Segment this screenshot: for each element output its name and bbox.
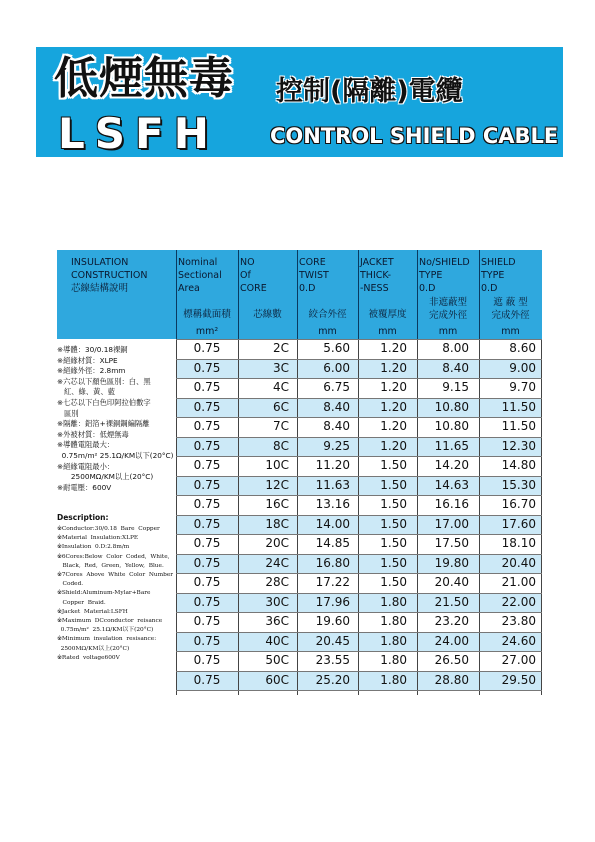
table-cell: 0.75: [193, 341, 221, 355]
table-cell: 20.45: [315, 633, 350, 648]
spec-en-line: ※6Cores:Below Color Coded, White,: [57, 553, 170, 560]
table-cell: 10.80: [434, 419, 469, 433]
header-col-5: [417, 250, 479, 339]
header-col-2: [238, 250, 297, 339]
table-cell: 0.75: [193, 594, 221, 609]
header-separator: [358, 250, 359, 339]
table-cell: 27.00: [501, 653, 536, 667]
grid-vline: [358, 339, 359, 695]
table-cell: 0.75: [193, 360, 221, 375]
header-col-en: No/SHIELD TYPE 0.D: [419, 257, 470, 294]
table-cell: 0.75: [193, 575, 221, 589]
title-zh-main: 低煙無毒: [54, 53, 234, 104]
table-cell: 19.60: [315, 614, 350, 628]
table-cell: 1.80: [380, 653, 407, 667]
table-cell: 1.80: [380, 594, 407, 609]
table-cell: 0.75: [193, 614, 221, 628]
table-row: [176, 339, 542, 358]
table-cell: 8.40: [323, 419, 350, 433]
header-col-en: JACKET THICK- -NESS: [360, 257, 394, 294]
header-separator: [417, 250, 418, 339]
grid-hline: [176, 612, 542, 613]
spec-zh-line: ※六芯以下顏色區別：白、黑: [57, 376, 151, 386]
table-cell: 17.60: [501, 516, 536, 531]
table-cell: 1.20: [380, 419, 407, 433]
table-cell: 0.75: [193, 633, 221, 648]
table-cell: 29.50: [501, 672, 536, 687]
table-cell: 0.75: [193, 438, 221, 453]
table-cell: 14.80: [501, 458, 536, 472]
spec-en-list: [57, 525, 177, 663]
spec-en-line: ※Shield:Aluminum-Mylar+Bare: [57, 590, 151, 597]
grid-vline: [176, 339, 177, 695]
table-row: [176, 495, 542, 514]
header-col-4: [358, 250, 417, 339]
table-cell: 23.55: [315, 653, 350, 667]
grid-hline: [176, 632, 542, 633]
table-cell: 1.50: [380, 536, 407, 550]
table-cell: 26.50: [434, 653, 469, 667]
table-row: [176, 359, 542, 378]
spec-en-line: Coded.: [57, 581, 84, 588]
grid-hline: [176, 495, 542, 496]
spec-zh-line: ※導體電阻最大：: [57, 440, 115, 450]
table-cell: 1.20: [380, 360, 407, 375]
spec-zh-line: 2500MΩ/KM以上(20°C): [57, 472, 154, 482]
table-cell: 5.60: [323, 341, 350, 355]
grid-vline: [417, 339, 418, 695]
table-cell: 30C: [265, 594, 289, 609]
table-cell: 6.75: [323, 380, 350, 394]
table-cell: 8C: [272, 438, 289, 453]
table-cell: 1.50: [380, 575, 407, 589]
spec-zh-line: ※隔離：鋁箔+裸銅鋼編隔離: [57, 419, 150, 429]
table-cell: 11.20: [315, 458, 350, 472]
table-cell: 0.75: [193, 672, 221, 687]
spec-en-line: ※Material Insulation:XLPE: [57, 535, 139, 542]
spec-zh-line: ※絕緣電阻最小：: [57, 461, 115, 471]
grid-hline: [176, 417, 542, 418]
table-cell: 12C: [265, 477, 289, 492]
grid-hline: [176, 437, 542, 438]
table-cell: 8.40: [323, 399, 350, 414]
table-cell: 14.20: [434, 458, 469, 472]
table-cell: 0.75: [193, 555, 221, 570]
table-row: [176, 476, 542, 495]
table-cell: 8.60: [509, 341, 536, 355]
table-cell: 1.20: [380, 380, 407, 394]
table-cell: 17.50: [434, 536, 469, 550]
table-cell: 10C: [265, 458, 289, 472]
table-cell: 21.50: [434, 594, 469, 609]
table-cell: 23.80: [501, 614, 536, 628]
table-cell: 4C: [272, 380, 289, 394]
table-cell: 9.00: [509, 360, 536, 375]
grid-hline: [176, 573, 542, 574]
table-row: [176, 534, 542, 553]
table-cell: 11.65: [434, 438, 469, 453]
grid-hline: [176, 593, 542, 594]
table-cell: 1.80: [380, 614, 407, 628]
spec-en-line: Black, Red, Green, Yellow, Blue.: [57, 562, 164, 569]
header-col-unit: mm²: [195, 326, 219, 337]
grid-hline: [176, 398, 542, 399]
table-cell: 11.63: [315, 477, 350, 492]
header-col-en: Nominal Sectional Area: [178, 257, 222, 294]
table-cell: 28.80: [434, 672, 469, 687]
table-cell: 24.60: [501, 633, 536, 648]
table-row: [176, 573, 542, 592]
title-en-main: LSFH: [58, 109, 219, 158]
spec-en-line: ※Jacket Material:LSFH: [57, 608, 128, 615]
header-col-zh: 芯線數: [253, 309, 282, 320]
table-cell: 16.16: [434, 497, 469, 511]
table-cell: 6C: [272, 399, 289, 414]
spec-table: [57, 250, 542, 695]
header-col-unit: mm: [501, 326, 520, 337]
table-cell: 1.50: [380, 555, 407, 570]
table-cell: 1.20: [380, 341, 407, 355]
header-col-en: CORE TWIST 0.D: [299, 257, 329, 294]
table-cell: 1.50: [380, 516, 407, 531]
grid-hline: [176, 651, 542, 652]
table-cell: 18C: [265, 516, 289, 531]
table-cell: 10.80: [434, 399, 469, 414]
spec-zh-line: 0.75m/m² 25.1Ω/KM以下(20°C): [57, 450, 174, 460]
header-col-en: SHIELD TYPE 0.D: [481, 257, 516, 294]
table-row: [176, 437, 542, 456]
spec-en-line: ※Conductor:30/0.18 Bare Copper: [57, 526, 160, 532]
table-cell: 19.80: [434, 555, 469, 570]
spec-zh-line: 區別: [57, 408, 79, 418]
grid-vline: [541, 339, 542, 695]
header-col-6: [479, 250, 542, 339]
table-row: [176, 378, 542, 397]
grid-vline: [297, 339, 298, 695]
spec-en-line: Copper Braid.: [57, 599, 106, 606]
grid-hline: [176, 456, 542, 457]
grid-vline: [479, 339, 480, 695]
table-cell: 17.00: [434, 516, 469, 531]
header-col-zh: 被覆厚度: [368, 309, 407, 320]
title-zh-sub: 控制(隔離)電纜: [276, 76, 463, 107]
grid-hline: [176, 515, 542, 516]
table-row: [176, 456, 542, 475]
spec-zh-line: ※耐電壓：600V: [57, 482, 112, 492]
table-cell: 22.00: [501, 594, 536, 609]
table-cell: 12.30: [501, 438, 536, 453]
table-cell: 15.30: [501, 477, 536, 492]
grid-hline: [176, 554, 542, 555]
header-col-zh: 遮 蔽 型 完成外徑: [491, 297, 530, 321]
table-cell: 1.80: [380, 672, 407, 687]
table-cell: 11.50: [501, 399, 536, 414]
table-row: [176, 671, 542, 690]
header-col-3: [297, 250, 358, 339]
table-cell: 20.40: [501, 555, 536, 570]
table-cell: 50C: [265, 653, 289, 667]
table-cell: 0.75: [193, 497, 221, 511]
table-cell: 1.50: [380, 477, 407, 492]
table-cell: 20.40: [434, 575, 469, 589]
table-row: [176, 554, 542, 573]
table-cell: 1.50: [380, 497, 407, 511]
table-cell: 20C: [265, 536, 289, 550]
header-separator: [176, 250, 177, 339]
table-cell: 9.70: [509, 380, 536, 394]
construction-description: [57, 339, 176, 695]
header-col-unit: mm: [378, 326, 397, 337]
table-row: [176, 593, 542, 612]
header-separator: [238, 250, 239, 339]
table-row: [176, 651, 542, 670]
grid-hline: [176, 476, 542, 477]
spec-en-line: 2500MΩ/KM以上(20°C): [57, 645, 130, 652]
table-cell: 1.50: [380, 458, 407, 472]
spec-zh-list: [57, 345, 176, 493]
grid-hline: [176, 690, 542, 691]
spec-en-line: ※7Cores Above White Color Number: [57, 572, 174, 579]
table-cell: 6.00: [323, 360, 350, 375]
spec-zh-line: ※導體：30/0.18裸銅: [57, 345, 128, 354]
table-cell: 9.25: [323, 438, 350, 453]
table-cell: 17.22: [315, 575, 350, 589]
header-col-zh: 絞合外徑: [308, 309, 347, 320]
table-row: [176, 417, 542, 436]
spec-en-line: ※Rated voltage600V: [57, 654, 120, 661]
table-cell: 17.96: [315, 594, 350, 609]
spec-zh-line: 紅、綠、黃、藍: [57, 387, 116, 397]
table-cell: 16.70: [501, 497, 536, 511]
grid-hline: [176, 534, 542, 535]
table-row: [176, 398, 542, 417]
table-cell: 0.75: [193, 653, 221, 667]
grid-hline: [176, 671, 542, 672]
table-cell: 0.75: [193, 516, 221, 531]
table-cell: 21.00: [501, 575, 536, 589]
header-col-unit: mm: [318, 326, 337, 337]
table-cell: 0.75: [193, 399, 221, 414]
header-separator: [297, 250, 298, 339]
spec-zh-line: ※絕緣材質：XLPE: [57, 355, 118, 365]
table-row: [176, 515, 542, 534]
table-cell: 0.75: [193, 380, 221, 394]
table-cell: 7C: [272, 419, 289, 433]
spec-zh-line: ※絕緣外徑：2.8mm: [57, 366, 126, 376]
title-en-sub: CONTROL SHIELD CABLE: [270, 124, 559, 148]
spec-en-line: 0.75m/m² 25.1Ω/KM以下(20°C): [57, 627, 154, 634]
header-col-zh: 非遮蔽型 完成外徑: [428, 297, 467, 321]
table-row: [176, 612, 542, 631]
table-cell: 13.16: [315, 497, 350, 511]
grid-hline: [176, 378, 542, 379]
table-cell: 3C: [272, 360, 289, 375]
header-col-zh: 標稱截面積: [183, 309, 231, 320]
grid-hline: [176, 339, 542, 340]
table-cell: 36C: [265, 614, 289, 628]
spec-en-line: ※Insulation 0.D:2.8m/m: [57, 544, 130, 551]
table-cell: 24.00: [434, 633, 469, 648]
spec-en-title: Description:: [57, 513, 109, 522]
header-col-1: [176, 250, 238, 339]
header-separator: [479, 250, 480, 339]
table-cell: 11.50: [501, 419, 536, 433]
header-col-en: NO Of CORE: [240, 257, 267, 294]
table-cell: 14.00: [315, 516, 350, 531]
header-col-unit: mm: [438, 326, 458, 337]
table-cell: 0.75: [193, 458, 221, 472]
table-cell: 8.40: [442, 360, 469, 375]
table-cell: 23.20: [434, 614, 469, 628]
grid-vline: [238, 339, 239, 695]
table-cell: 0.75: [193, 477, 221, 492]
table-cell: 16.80: [315, 555, 350, 570]
table-cell: 1.80: [380, 633, 407, 648]
spec-en-line: ※Maximum DCconductor reisance: [57, 618, 163, 625]
table-cell: 9.15: [442, 380, 469, 394]
table-cell: 24C: [265, 555, 289, 570]
table-cell: 1.20: [380, 399, 407, 414]
table-cell: 28C: [265, 575, 289, 589]
header-col-en: INSULATION CONSTRUCTION 芯線結構說明: [71, 257, 148, 294]
table-cell: 0.75: [193, 419, 221, 433]
table-cell: 14.85: [315, 536, 350, 550]
header-col-0: [57, 250, 176, 339]
table-cell: 1.20: [380, 438, 407, 453]
table-cell: 8.00: [442, 341, 469, 355]
table-cell: 2C: [272, 341, 289, 355]
table-cell: 60C: [265, 672, 289, 687]
table-row: [176, 632, 542, 651]
table-cell: 16C: [265, 497, 289, 511]
table-cell: 0.75: [193, 536, 221, 550]
spec-zh-line: ※外被材質：低煙無毒: [57, 429, 129, 439]
table-cell: 25.20: [315, 672, 350, 687]
table-cell: 40C: [265, 633, 289, 648]
spec-en-line: ※Minimum insulation resisance:: [57, 636, 157, 643]
table-cell: 14.63: [434, 477, 469, 492]
grid-hline: [176, 359, 542, 360]
spec-zh-line: ※七芯以下白色印阿拉伯數字: [57, 397, 151, 407]
table-cell: 18.10: [501, 536, 536, 550]
